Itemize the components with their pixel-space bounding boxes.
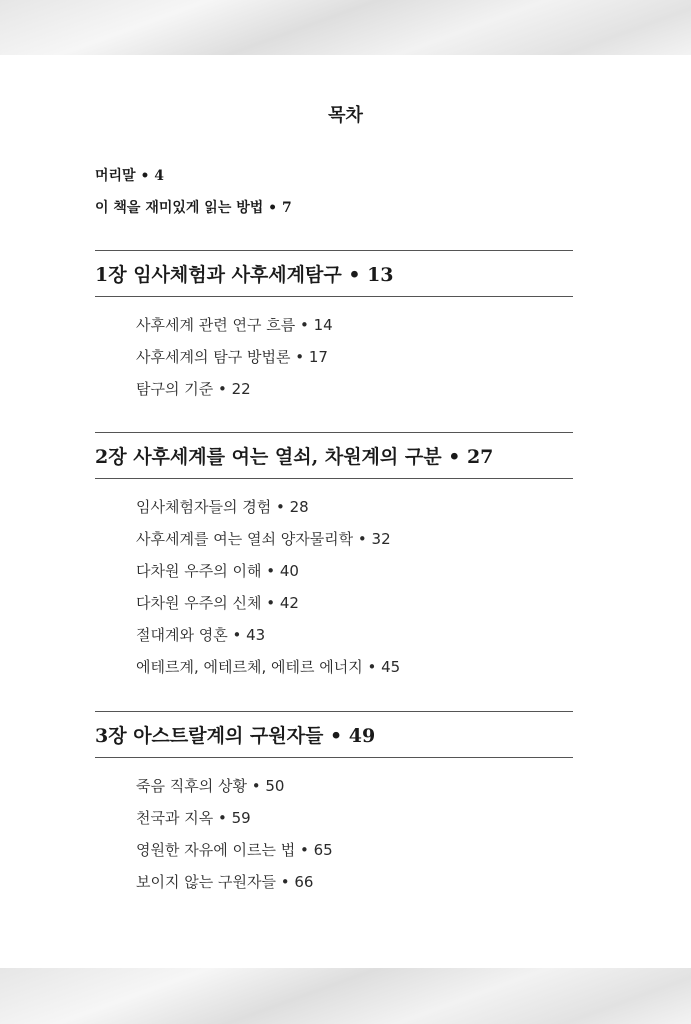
chapter-3-section-4[interactable]: 보이지 않는 구원자들 • 66 bbox=[136, 873, 314, 891]
chapter-3-section-2[interactable]: 천국과 지옥 • 59 bbox=[136, 809, 251, 827]
chapter-2-heading[interactable]: 2장 사후세계를 여는 열쇠, 차원계의 구분 • 27 bbox=[95, 446, 494, 468]
chapter-2-section-3[interactable]: 다차원 우주의 이해 • 40 bbox=[136, 562, 299, 580]
chapter-2-section-5[interactable]: 절대계와 영혼 • 43 bbox=[136, 626, 266, 644]
bottom-background-band bbox=[0, 968, 691, 1024]
chapter-3-top-rule bbox=[95, 711, 573, 712]
chapter-1-section-1[interactable]: 사후세계 관련 연구 흐름 • 14 bbox=[136, 316, 333, 334]
chapter-2-section-6[interactable]: 에테르계, 에테르체, 에테르 에너지 • 45 bbox=[136, 658, 401, 676]
chapter-3-bottom-rule bbox=[95, 757, 573, 758]
chapter-3-heading[interactable]: 3장 아스트랄계의 구원자들 • 49 bbox=[95, 725, 376, 747]
chapter-1-section-3[interactable]: 탐구의 기준 • 22 bbox=[136, 380, 251, 398]
chapter-1-top-rule bbox=[95, 250, 573, 251]
top-background-band bbox=[0, 0, 691, 55]
chapter-1-bottom-rule bbox=[95, 296, 573, 297]
chapter-2-section-4[interactable]: 다차원 우주의 신체 • 42 bbox=[136, 594, 299, 612]
chapter-1-section-2[interactable]: 사후세계의 탐구 방법론 • 17 bbox=[136, 348, 328, 366]
chapter-1-heading[interactable]: 1장 임사체험과 사후세계탐구 • 13 bbox=[95, 264, 394, 286]
front-matter-preface[interactable]: 머리말 • 4 bbox=[95, 168, 165, 184]
chapter-3-section-1[interactable]: 죽음 직후의 상황 • 50 bbox=[136, 777, 285, 795]
page-title: 목차 bbox=[328, 105, 363, 126]
chapter-2-bottom-rule bbox=[95, 478, 573, 479]
chapter-3-section-3[interactable]: 영원한 자유에 이르는 법 • 65 bbox=[136, 841, 333, 859]
front-matter-how-to-read[interactable]: 이 책을 재미있게 읽는 방법 • 7 bbox=[95, 200, 292, 216]
chapter-2-top-rule bbox=[95, 432, 573, 433]
chapter-2-section-1[interactable]: 임사체험자들의 경험 • 28 bbox=[136, 498, 309, 516]
chapter-2-section-2[interactable]: 사후세계를 여는 열쇠 양자물리학 • 32 bbox=[136, 530, 391, 548]
toc-page bbox=[0, 55, 691, 968]
